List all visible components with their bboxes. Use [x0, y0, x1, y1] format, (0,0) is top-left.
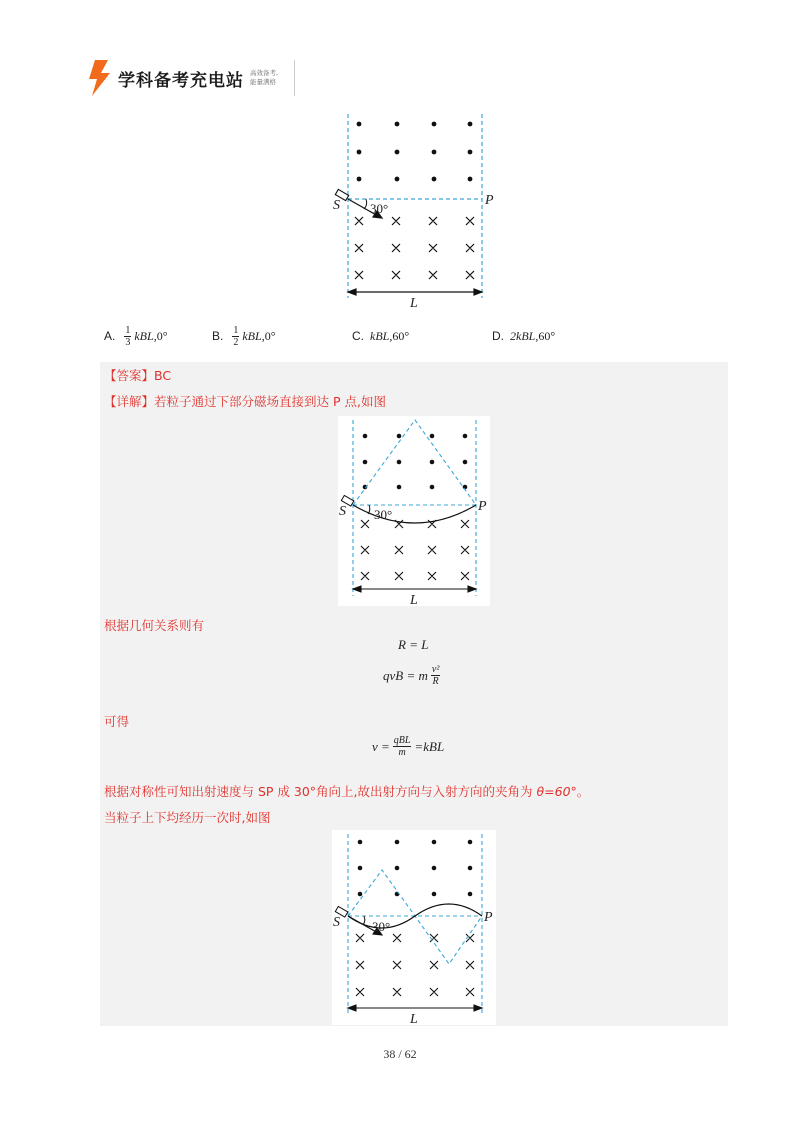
detail-line: 【详解】若粒子通过下部分磁场直接到达 P 点,如图: [104, 394, 386, 409]
option-a-fraction: $\frac{1}{3}$: [125, 324, 131, 348]
brand-name: 学科备考充电站: [118, 70, 244, 91]
width-dimension: [348, 289, 482, 295]
source-label: S: [339, 504, 346, 519]
brand-slogan: 高效备考, 能量满格: [250, 69, 279, 86]
source-label: S: [333, 198, 340, 213]
header-logo: [86, 58, 295, 98]
equation-velocity: v = $\frac{\text{qBL}}{m}$ =kBL: [372, 735, 445, 758]
width-dimension: [353, 586, 476, 592]
cross-field: [355, 217, 474, 279]
point-label: P: [484, 910, 493, 925]
equation-r-equals-l: R = L: [398, 637, 429, 652]
field-boundaries: [348, 834, 482, 1016]
answer-line: 【答案】BC: [104, 368, 172, 383]
header-divider: [294, 60, 295, 96]
angle-label: 30°: [374, 507, 393, 522]
option-c: C. kBL ,60°: [352, 328, 410, 343]
detail-figure-1: [338, 416, 490, 606]
cross-field: [356, 934, 474, 996]
dot-field: [357, 122, 473, 182]
point-label: P: [485, 193, 494, 208]
width-label: L: [410, 593, 418, 606]
width-dimension: [348, 1005, 482, 1011]
option-b-fraction: $\frac{1}{2}$: [233, 324, 239, 348]
equation-lorentz: qvB = m $\frac{\text{v²}}{R}$: [383, 664, 440, 687]
dot-field: [358, 840, 473, 897]
problem-figure: [328, 110, 498, 310]
case2-line: 当粒子上下均经历一次时,如图: [104, 810, 271, 825]
option-b: B. $\frac{1}{2}$ kBL ,0°: [212, 324, 276, 348]
angle-label: 30°: [372, 919, 391, 934]
angle-label: 30°: [370, 201, 389, 216]
lightning-bolt-icon: [86, 60, 112, 96]
option-a: A. $\frac{1}{3}$ kBL ,0°: [104, 324, 168, 348]
option-d: D. 2kBL ,60°: [492, 328, 556, 343]
point-label: P: [478, 499, 487, 514]
dot-field: [363, 434, 468, 490]
field-boundaries: [353, 420, 476, 596]
answer-options: [104, 322, 624, 350]
angle-arc: [364, 199, 367, 209]
symmetry-line: 根据对称性可知出射速度与 SP 成 30°角向上,故出射方向与入射方向的夹角为 θ=60°。: [104, 784, 590, 799]
cross-field: [361, 520, 469, 580]
width-label: L: [410, 1012, 418, 1025]
trajectory-arc: [353, 505, 476, 523]
page-number: 38 / 62: [383, 1047, 417, 1061]
detail-figure-2: [332, 830, 496, 1025]
width-label: L: [410, 296, 418, 310]
field-boundaries: [348, 114, 482, 298]
geometry-line: 根据几何关系则有: [104, 618, 205, 633]
result-line: 可得: [104, 714, 130, 729]
source-label: S: [333, 915, 340, 930]
